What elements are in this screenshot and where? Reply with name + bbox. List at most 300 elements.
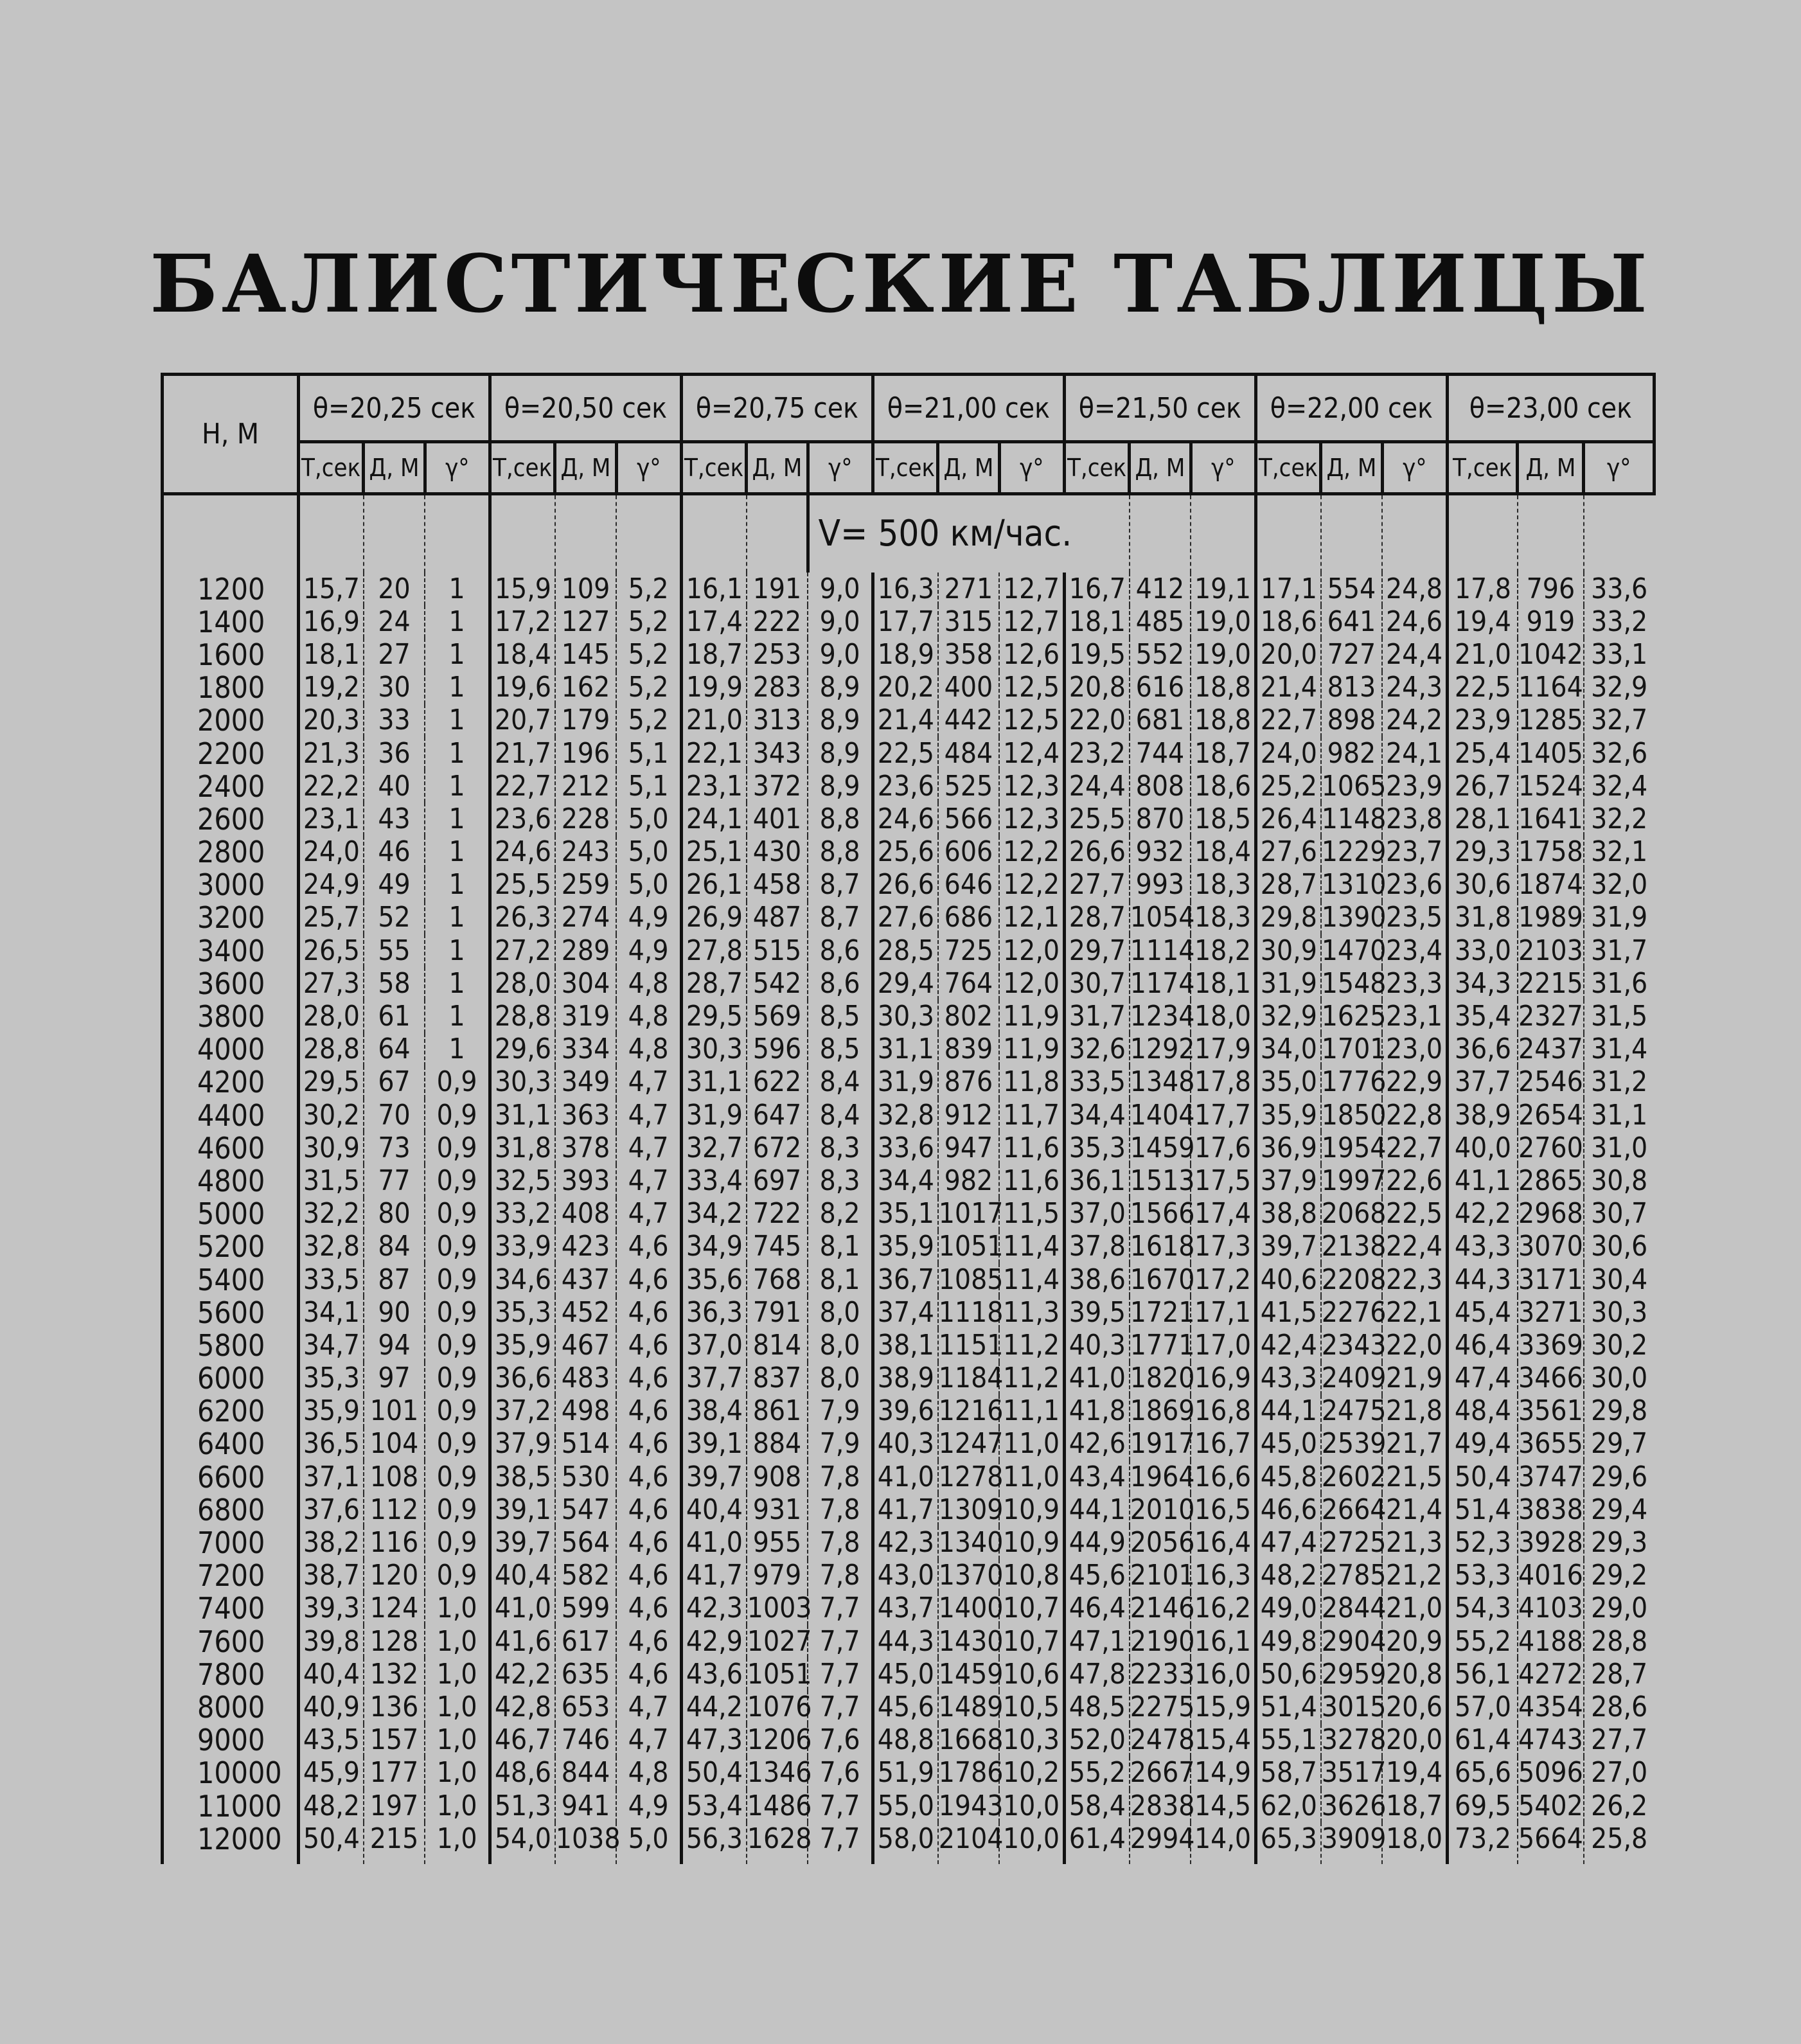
t-sec-cell: 49,0 [1255,1592,1320,1625]
d-m-cell: 542 [747,967,808,1000]
height-cell: 2600 [163,803,299,835]
d-m-cell: 582 [555,1560,616,1592]
d-m-cell: 982 [1321,737,1382,770]
gamma-cell: 0,9 [425,1428,490,1461]
gamma-cell: 0,9 [425,1296,490,1329]
t-sec-cell: 34,1 [299,1296,364,1329]
t-sec-cell: 48,5 [1064,1691,1129,1723]
gamma-cell: 9,0 [808,638,873,671]
d-m-cell: 49 [364,869,425,902]
gamma-cell: 1 [425,671,490,704]
t-sec-cell: 26,9 [681,902,746,934]
d-m-cell: 5402 [1518,1789,1583,1822]
empty-cell [299,494,364,573]
gamma-cell: 11,9 [999,1000,1064,1033]
table-row [163,1592,1655,1625]
t-sec-cell: 35,3 [299,1362,364,1395]
t-sec-cell: 33,9 [490,1231,554,1263]
t-sec-cell: 18,4 [490,638,554,671]
gamma-cell: 4,6 [616,1263,681,1296]
empty-cell [747,494,808,573]
table-row [163,1625,1655,1658]
d-m-cell: 197 [364,1790,425,1822]
d-m-cell: 77 [364,1164,425,1197]
gamma-cell: 23,9 [1382,770,1447,803]
t-sec-cell: 17,1 [1255,573,1320,605]
gamma-cell: 1 [425,704,490,737]
t-sec-cell: 48,2 [1255,1560,1320,1592]
d-m-cell: 3838 [1518,1493,1583,1526]
t-sec-cell: 17,4 [681,605,746,638]
height-cell: 4600 [163,1132,299,1164]
d-m-cell: 1390 [1321,901,1387,934]
gamma-cell: 12,4 [999,737,1064,770]
gamma-cell: 4,8 [616,1000,681,1033]
d-m-cell: 569 [747,1000,808,1033]
d-m-cell: 1051 [747,1657,812,1691]
empty-cell [1255,494,1320,573]
t-sec-cell: 19,6 [490,671,554,704]
header-row-groups [163,375,1655,442]
t-sec-cell: 34,6 [490,1263,554,1296]
d-m-cell: 764 [938,967,999,1000]
t-sec-cell: 47,1 [1064,1625,1129,1658]
table-row [163,704,1655,737]
gamma-cell: 4,6 [616,1526,681,1559]
t-sec-cell: 34,4 [873,1164,937,1197]
t-sec-cell: 22,0 [1064,704,1129,737]
gamma-cell: 1 [425,869,490,902]
height-cell: 2800 [163,836,299,869]
speed-row [163,494,1655,573]
t-sec-cell: 33,5 [1064,1066,1129,1099]
d-m-cell: 641 [1321,605,1382,638]
t-sec-cell: 36,6 [1447,1033,1518,1066]
table-row [163,1757,1655,1790]
gamma-cell: 7,8 [808,1560,873,1592]
t-sec-cell: 24,6 [873,803,937,835]
d-m-cell: 94 [364,1329,425,1362]
gamma-cell: 18,0 [1191,1000,1255,1033]
t-sec-cell: 23,6 [490,803,554,835]
height-cell: 1600 [163,638,299,671]
t-sec-cell: 39,3 [299,1592,364,1625]
t-sec-cell: 23,9 [1447,704,1518,737]
gamma-cell: 21,2 [1382,1560,1447,1592]
gamma-cell: 31,9 [1584,902,1655,934]
d-m-cell: 837 [747,1362,808,1395]
height-cell: 2000 [163,704,299,737]
gamma-header: γ° [1382,442,1447,494]
d-m-cell: 349 [555,1066,616,1099]
empty-cell [1447,494,1518,573]
gamma-cell: 16,7 [1191,1428,1255,1461]
d-m-cell: 274 [555,902,616,934]
d-m-cell: 423 [555,1231,616,1263]
t-sec-cell: 54,3 [1447,1592,1518,1625]
height-cell: 6000 [163,1362,299,1395]
gamma-cell: 1,0 [425,1757,490,1790]
t-sec-cell: 35,0 [1255,1066,1320,1099]
gamma-cell: 30,8 [1584,1164,1655,1197]
d-m-cell: 606 [938,836,999,869]
d-m-cell: 1489 [938,1690,1004,1723]
gamma-cell: 10,7 [999,1625,1064,1658]
gamma-cell: 31,1 [1584,1099,1655,1132]
d-m-cell: 870 [1130,803,1191,835]
table-row [163,1198,1655,1231]
t-sec-cell: 57,0 [1447,1691,1518,1723]
gamma-cell: 18,5 [1191,803,1255,835]
t-sec-cell: 33,0 [1447,934,1518,967]
d-m-cell: 839 [938,1033,999,1066]
gamma-cell: 0,9 [425,1066,490,1099]
table-row [163,770,1655,803]
gamma-cell: 33,6 [1584,573,1655,605]
t-sec-cell: 18,1 [299,638,364,671]
d-m-cell: 4743 [1518,1723,1583,1757]
d-m-cell: 898 [1321,704,1382,737]
t-sec-cell: 25,7 [299,902,364,934]
t-sec-cell: 50,4 [681,1757,746,1790]
gamma-cell: 18,0 [1382,1822,1447,1864]
t-sec-cell: 24,6 [490,836,554,869]
d-m-cell: 566 [938,803,999,835]
gamma-cell: 29,4 [1584,1493,1655,1526]
d-m-cell: 1229 [1321,835,1387,869]
empty-cell [616,494,681,573]
theta-group-header: θ=21,50 сек [1064,375,1255,442]
t-sec-header: Т,сек [1064,442,1129,494]
t-sec-cell: 41,5 [1255,1296,1320,1329]
t-sec-cell: 61,4 [1064,1822,1129,1864]
empty-cell [1130,494,1191,573]
gamma-cell: 29,7 [1584,1428,1655,1461]
gamma-cell: 4,7 [616,1164,681,1197]
t-sec-cell: 21,7 [490,737,554,770]
d-m-cell: 653 [555,1691,616,1723]
gamma-cell: 16,0 [1191,1658,1255,1691]
gamma-cell: 4,6 [616,1329,681,1362]
height-cell: 3400 [163,934,299,967]
t-sec-cell: 27,6 [1255,836,1320,869]
d-m-cell: 2478 [1130,1723,1195,1757]
t-sec-cell: 23,6 [873,770,937,803]
t-sec-cell: 45,0 [1255,1428,1320,1461]
t-sec-cell: 27,8 [681,934,746,967]
gamma-cell: 22,4 [1382,1231,1447,1263]
gamma-cell: 1 [425,638,490,671]
d-m-cell: 1346 [747,1756,812,1790]
t-sec-cell: 32,8 [299,1231,364,1263]
gamma-cell: 8,3 [808,1132,873,1164]
table-row [163,737,1655,770]
gamma-header: γ° [808,442,873,494]
t-sec-cell: 47,4 [1447,1362,1518,1395]
gamma-cell: 0,9 [425,1099,490,1132]
gamma-cell: 28,6 [1584,1691,1655,1723]
t-sec-cell: 24,4 [1064,770,1129,803]
gamma-cell: 31,0 [1584,1132,1655,1164]
d-m-cell: 46 [364,836,425,869]
gamma-cell: 1 [425,902,490,934]
d-m-cell: 1850 [1321,1098,1387,1132]
height-cell: 1400 [163,605,299,638]
d-m-cell: 844 [555,1757,616,1790]
t-sec-cell: 56,1 [1447,1658,1518,1691]
d-m-cell: 1234 [1130,1000,1195,1033]
t-sec-cell: 29,4 [873,967,937,1000]
t-sec-header: Т,сек [1255,442,1320,494]
gamma-cell: 23,6 [1382,869,1447,902]
gamma-cell: 32,2 [1584,803,1655,835]
gamma-cell: 11,9 [999,1033,1064,1066]
empty-cell [1191,494,1255,573]
t-sec-cell: 29,5 [299,1066,364,1099]
height-cell: 3000 [163,869,299,902]
d-m-cell: 116 [364,1526,425,1559]
t-sec-cell: 43,6 [681,1658,746,1691]
gamma-cell: 7,6 [808,1757,873,1790]
t-sec-cell: 27,2 [490,934,554,967]
d-m-cell: 483 [555,1362,616,1395]
d-m-cell: 58 [364,967,425,1000]
gamma-cell: 30,3 [1584,1296,1655,1329]
t-sec-cell: 40,9 [299,1691,364,1723]
height-cell: 3200 [163,902,299,934]
d-m-cell: 259 [555,869,616,902]
height-cell: 2400 [163,770,299,803]
t-sec-cell: 45,6 [1064,1560,1129,1592]
gamma-cell: 20,9 [1382,1625,1447,1658]
gamma-cell: 21,7 [1382,1428,1447,1461]
t-sec-cell: 19,9 [681,671,746,704]
d-m-header: Д, М [938,442,999,494]
gamma-cell: 8,0 [808,1296,873,1329]
gamma-cell: 5,0 [616,1822,681,1864]
t-sec-cell: 30,2 [299,1099,364,1132]
gamma-cell: 22,8 [1382,1099,1447,1132]
theta-group-header: θ=23,00 сек [1447,375,1654,442]
d-m-cell: 2215 [1518,966,1583,1000]
t-sec-cell: 27,7 [1064,869,1129,902]
d-m-cell: 2103 [1518,934,1583,967]
d-m-cell: 112 [364,1493,425,1526]
gamma-cell: 11,5 [999,1198,1064,1231]
gamma-cell: 14,0 [1191,1822,1255,1864]
d-m-cell: 672 [747,1132,808,1164]
d-m-cell: 4016 [1518,1559,1583,1592]
height-cell: 12000 [163,1822,299,1864]
t-sec-cell: 41,7 [873,1493,937,1526]
d-m-cell: 2233 [1130,1657,1195,1691]
gamma-cell: 4,9 [616,902,681,934]
t-sec-cell: 32,9 [1255,1000,1320,1033]
table-row [163,902,1655,934]
gamma-cell: 11,2 [999,1362,1064,1395]
t-sec-cell: 35,9 [490,1329,554,1362]
d-m-cell: 2546 [1518,1065,1583,1099]
t-sec-cell: 22,7 [490,770,554,803]
d-m-cell: 3369 [1518,1328,1583,1362]
t-sec-cell: 26,5 [299,934,364,967]
gamma-cell: 31,2 [1584,1066,1655,1099]
gamma-cell: 29,0 [1584,1592,1655,1625]
t-sec-cell: 20,3 [299,704,364,737]
d-m-cell: 1340 [938,1526,1004,1560]
d-m-cell: 2654 [1518,1098,1583,1132]
d-m-cell: 941 [555,1790,616,1822]
d-m-cell: 228 [555,803,616,835]
t-sec-cell: 28,8 [299,1033,364,1066]
d-m-cell: 616 [1130,671,1191,704]
height-cell: 6600 [163,1461,299,1493]
d-m-cell: 378 [555,1132,616,1164]
t-sec-cell: 20,7 [490,704,554,737]
table-row [163,1560,1655,1592]
gamma-cell: 24,6 [1382,605,1447,638]
d-m-cell: 596 [747,1033,808,1066]
t-sec-cell: 31,9 [873,1066,937,1099]
table-row [163,1000,1655,1033]
d-m-cell: 3626 [1321,1789,1387,1822]
t-sec-header: Т,сек [681,442,746,494]
d-m-cell: 982 [938,1164,999,1197]
t-sec-cell: 26,1 [681,869,746,902]
t-sec-cell: 43,0 [873,1560,937,1592]
t-sec-cell: 41,1 [1447,1164,1518,1197]
t-sec-cell: 40,0 [1447,1132,1518,1164]
gamma-cell: 23,3 [1382,967,1447,1000]
t-sec-cell: 16,7 [1064,573,1129,605]
empty-cell [425,494,490,573]
d-m-header: Д, М [364,442,425,494]
t-sec-cell: 38,5 [490,1461,554,1493]
gamma-cell: 5,0 [616,836,681,869]
gamma-cell: 22,7 [1382,1132,1447,1164]
empty-cell [555,494,616,573]
d-m-cell: 487 [747,902,808,934]
gamma-cell: 12,5 [999,704,1064,737]
d-m-cell: 127 [555,605,616,638]
gamma-cell: 0,9 [425,1198,490,1231]
gamma-cell: 8,6 [808,967,873,1000]
gamma-cell: 33,2 [1584,605,1655,638]
t-sec-cell: 38,9 [1447,1099,1518,1132]
d-m-cell: 947 [938,1132,999,1164]
d-m-cell: 101 [364,1395,425,1428]
d-m-cell: 498 [555,1395,616,1428]
t-sec-cell: 58,0 [873,1822,937,1864]
t-sec-cell: 15,9 [490,573,554,605]
gamma-cell: 1,0 [425,1625,490,1658]
gamma-cell: 18,2 [1191,934,1255,967]
t-sec-cell: 29,3 [1447,836,1518,869]
t-sec-cell: 37,0 [1064,1198,1129,1231]
d-m-cell: 343 [747,737,808,770]
d-m-cell: 1310 [1321,868,1387,902]
d-m-cell: 1292 [1130,1033,1195,1066]
d-m-cell: 1869 [1130,1394,1195,1428]
t-sec-cell: 43,4 [1064,1461,1129,1493]
t-sec-cell: 41,0 [681,1526,746,1559]
gamma-cell: 4,6 [616,1625,681,1658]
t-sec-cell: 33,5 [299,1263,364,1296]
d-m-cell: 1404 [1130,1098,1195,1132]
gamma-cell: 5,0 [616,869,681,902]
theta-group-header: θ=20,25 сек [299,375,490,442]
d-m-cell: 271 [938,573,999,605]
gamma-cell: 23,8 [1382,803,1447,835]
t-sec-cell: 31,7 [1064,1000,1129,1033]
d-m-cell: 1989 [1518,901,1583,934]
t-sec-cell: 37,1 [299,1461,364,1493]
t-sec-header: Т,сек [873,442,937,494]
t-sec-cell: 33,6 [873,1132,937,1164]
d-m-cell: 552 [1130,638,1191,671]
gamma-cell: 8,8 [808,803,873,835]
d-m-cell: 1459 [1130,1131,1195,1164]
d-m-cell: 1348 [1130,1065,1195,1099]
t-sec-cell: 31,1 [681,1066,746,1099]
gamma-cell: 17,1 [1191,1296,1255,1329]
height-cell: 5200 [163,1231,299,1263]
gamma-cell: 19,4 [1382,1757,1447,1790]
gamma-cell: 27,0 [1584,1757,1655,1790]
ballistic-table [161,373,1656,1864]
t-sec-cell: 58,4 [1064,1790,1129,1822]
t-sec-cell: 44,3 [873,1625,937,1658]
d-m-cell: 222 [747,605,808,638]
t-sec-cell: 18,9 [873,638,937,671]
gamma-cell: 9,0 [808,573,873,605]
speed-label: V= 500 км/час. [808,494,1130,573]
d-m-cell: 315 [938,605,999,638]
gamma-cell: 8,9 [808,770,873,803]
gamma-cell: 5,2 [616,605,681,638]
gamma-cell: 5,1 [616,770,681,803]
d-m-cell: 5096 [1518,1756,1583,1790]
d-m-cell: 3015 [1321,1690,1387,1723]
gamma-cell: 4,6 [616,1428,681,1461]
t-sec-cell: 22,5 [873,737,937,770]
d-m-cell: 1874 [1518,868,1583,902]
d-m-cell: 697 [747,1164,808,1197]
gamma-cell: 12,6 [999,638,1064,671]
gamma-cell: 18,3 [1191,869,1255,902]
t-sec-cell: 25,6 [873,836,937,869]
d-m-cell: 4354 [1518,1690,1583,1723]
d-m-cell: 746 [555,1724,616,1757]
t-sec-cell: 36,1 [1064,1164,1129,1197]
d-m-cell: 90 [364,1296,425,1329]
d-m-cell: 179 [555,704,616,737]
t-sec-cell: 31,1 [490,1099,554,1132]
gamma-cell: 1 [425,573,490,605]
d-m-cell: 2904 [1321,1624,1387,1658]
d-m-cell: 2068 [1321,1197,1387,1231]
gamma-cell: 10,0 [999,1822,1064,1864]
t-sec-cell: 29,5 [681,1000,746,1033]
table-row [163,1526,1655,1559]
t-sec-cell: 34,0 [1255,1033,1320,1066]
d-m-cell: 1670 [1130,1263,1195,1296]
d-m-cell: 33 [364,704,425,737]
table-row [163,869,1655,902]
d-m-cell: 2667 [1130,1756,1195,1790]
t-sec-cell: 38,6 [1064,1263,1129,1296]
t-sec-cell: 31,5 [299,1164,364,1197]
